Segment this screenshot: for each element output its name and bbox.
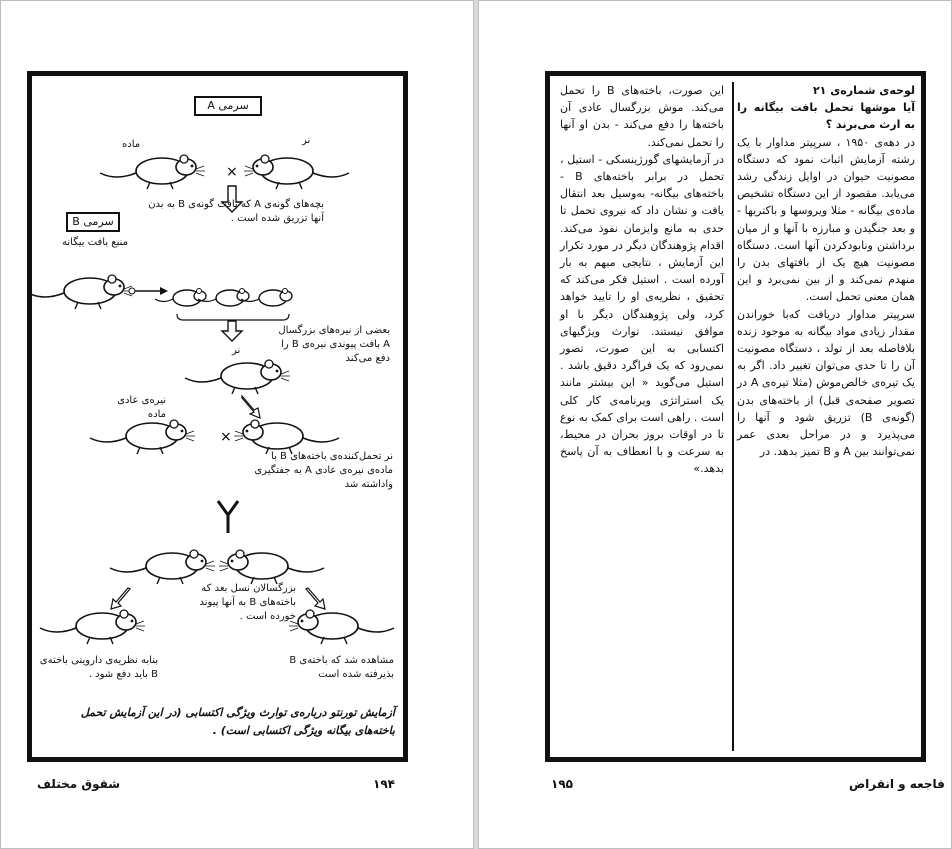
mouse-next-gen-right (219, 550, 324, 584)
mouse-donor (32, 275, 133, 309)
label-darwinian-expectation: بنابه نظریه‌ی داروینی باخته‌ی B باید دفع شود . (39, 655, 158, 680)
paragraph: در آزمایشهای گورژینسکی - استیل ، تحمل در برابر باخته‌های B - باخته‌های بیگانه- به‌وسیل‌ بعد انتقال یافت و نشان داد که نیروی تحمل تا حدی به مانع وایزمان نفوذ می‌کند. اقدام پژوهندگان دیگر در مورد تکرار این آزمایش ، نتایجی مبهم به بار آورده است . استیل فکر می‌کند که تحقیق ، نظریه‌ی او را تایید خواهد کرد، ولی پژوهندگان دیگر با او موافق نیستند. توارث ویژگیهای اکتسابی به این صورت، تصور نمی‌رود که یک فراگرد دقیق باشد . استیل می‌گوید « این بیشتر مانند یک استراتژی ویرنامه‌ی کار کلی است . راهی است برای کمک به نوع تا در اوقات بروز بحران در محیط، به سرعت و با انعطاف به آن پاسخ بدهد.» (560, 152, 724, 476)
label-foreign-source: منبع بافت بیگانه (62, 237, 129, 248)
text-frame (545, 71, 926, 762)
figure-frame (27, 71, 408, 762)
mouse-tolerant-male (234, 420, 339, 454)
label-female: ماده (122, 139, 141, 150)
footer-title: فاجعه و انقراض (849, 777, 945, 791)
label-some-adults: بعضی از نیره‌های بزرگسال A بافت پیوندی نیره‌ی B را دفع می‌کند (278, 325, 390, 364)
label-male: نر (302, 135, 311, 146)
svg-text:×: × (220, 429, 232, 445)
right-page (478, 0, 952, 849)
label-adults-next-gen: بزرگسالان نسل بعد که باخته‌های B به آنها پیوند خورده است . (199, 583, 296, 622)
svg-text:×: × (226, 164, 238, 180)
mouse-normal-female (90, 420, 195, 454)
label-offspring: بچه‌های گونه‌ی A که بافت گونه‌ی B به بدن آنها تزریق شده است . (148, 199, 324, 224)
mouse-male-top (244, 155, 349, 189)
paragraph: در دهه‌ی ۱۹۵۰ ، سرپیتر مداوار با یک رشته آزمایش اثبات نمود که دستگاه مصونیت حیوان در اوایل زندگی رشد می‌یابد. مقصود از این دستگاه تشخیص ماده‌ی بیگانه - مثلا ویروسها و باکتریها - و بعد جنگیدن و مبارزه با آنها و از میان برداشتن ونابودکردن آنها است. دستگاه مصونیت هیچ یک از بافتهای بدن را منهدم نمی‌کند و از بین نمی‌برد و این همان معنی تحمل است. (737, 135, 915, 304)
page-number: ۱۹۴ (373, 777, 395, 791)
footer-title: شقوق مختلف (37, 777, 121, 791)
paragraph: این صورت، باخته‌های B را تحمل می‌کند. موش بزرگسال عادی آن باخته‌ها را دفع می‌کند - بدن او آنها را تحمل نمی‌کند. (560, 84, 725, 149)
plate-question: آیا موشها تحمل بافت بیگانه را به ارث می‌برند ؟ (737, 101, 915, 132)
mouse-next-gen-left (110, 550, 215, 584)
serum-b-label: سرمی B (66, 212, 120, 232)
label-male-2: نر (232, 345, 241, 356)
label-observed: مشاهده شد که باخته‌ی B بذیرفته شده است (289, 655, 394, 680)
page-number: ۱۹۵ (551, 777, 573, 791)
label-tolerant-male: نر تحمل‌کننده‌ی باخته‌های B با ماده‌ی نیره‌ی عادی A به جفتگیری واداشته شد (254, 451, 393, 490)
column-rule (732, 82, 734, 751)
label-normal-female: نیره‌ی عادی ماده (117, 395, 166, 420)
text-column-1 (737, 82, 915, 460)
figure-caption: آزمایش تورنتو درباره‌ی توارث ویژگی اکتسابی (در این آزمایش تحمل باخته‌های بیگانه ویژگی اکتسابی است) . (80, 706, 395, 737)
left-page (0, 0, 474, 849)
text-column-2 (560, 82, 724, 478)
plate-title: لوحه‌ی شماره‌ی ۲۱ (812, 84, 915, 97)
mouse-female-top (100, 155, 205, 189)
serum-a-label: سرمی A (194, 96, 262, 116)
paragraph: سرپیتر مداوار دریافت که‌با خوراندن مقدار زیادی مواد بیگانه به موجود زنده بلافاصله بعد از تولد ، دستگاه مصونیت آن را تا حدی می‌توان تغییر داد. اگر به یک تیره‌ی خالص‌موش (مثلا تیره‌ی A در تصویر صفحه‌ی قبل) از باخته‌های بدن (گونه‌ی B) تزریق شود و آنها را می‌پذیرد و در مراحل بعدی عمر نمی‌توانند بین A و B تمیز بدهد. در (737, 307, 915, 459)
mouse-expected (40, 610, 145, 644)
mouse-observed (289, 610, 394, 644)
